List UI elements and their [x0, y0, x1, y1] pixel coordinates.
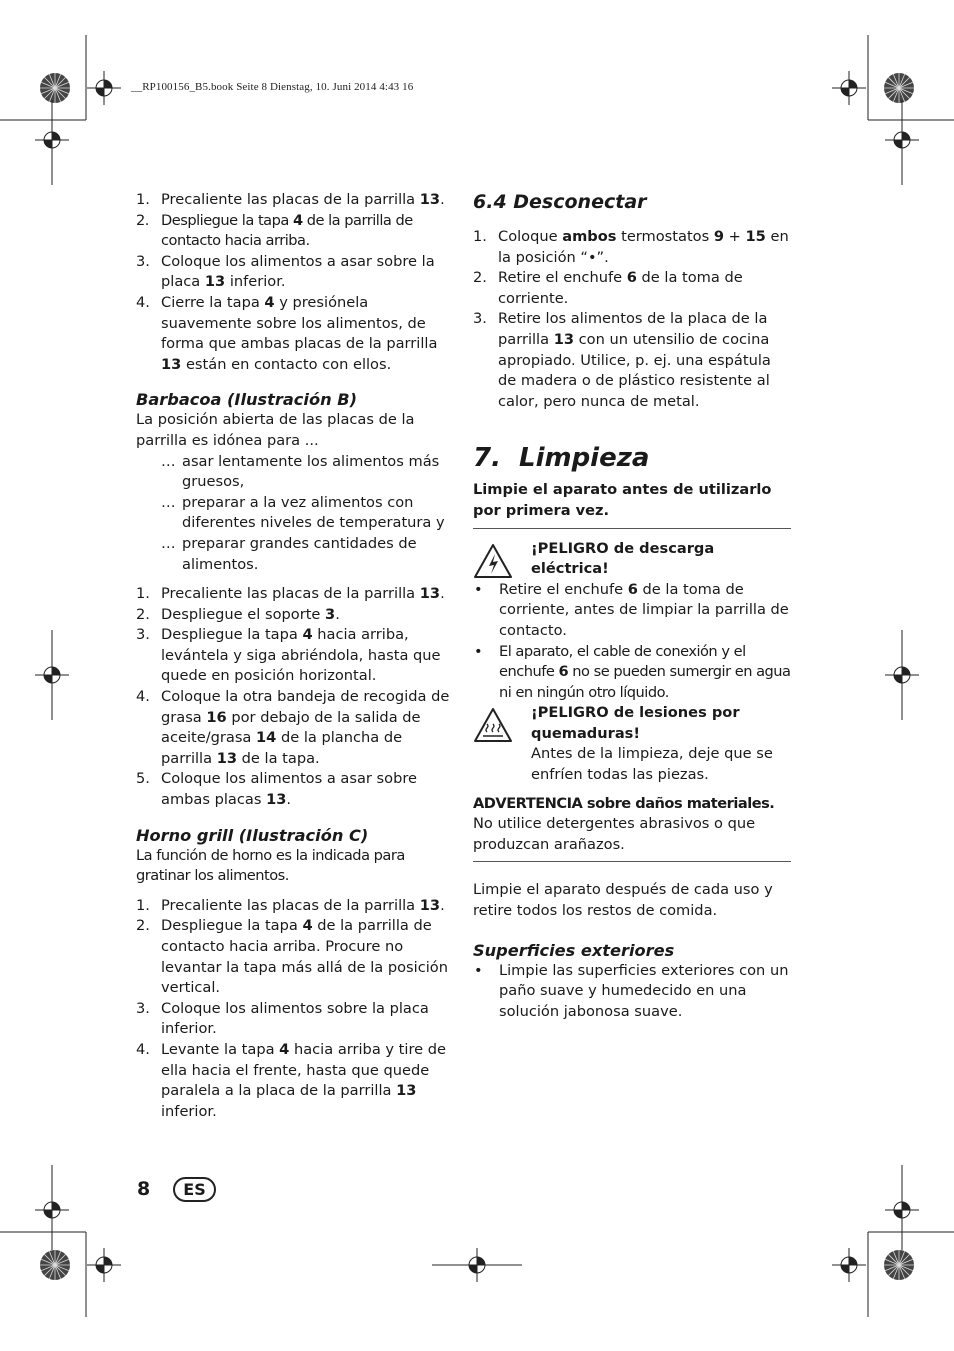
- list-item: 3. Despliegue la tapa 4 hacia arriba, levántela y siga abriéndola, hasta que quede en posición horizontal.: [136, 626, 441, 685]
- material-warning-text: No utilice detergentes abrasivos o que produzcan arañazos.: [473, 815, 756, 853]
- warning-hot-surface-icon: [473, 707, 513, 750]
- list-item: 3. Retire los alimentos de la placa de la parrilla 13 con un utensilio de cocina apropiado. Utilice, p. ej. una espátula de madera o de plástico resistente al calor, pero nunca de metal.: [473, 310, 771, 410]
- left-column: [136, 190, 454, 1122]
- registration-crosshair-icon: [832, 71, 866, 105]
- list-item: … preparar grandes cantidades de alimentos.: [161, 534, 417, 573]
- color-wheel-icon: [884, 73, 914, 103]
- list-item: • El aparato, el cable de conexión y el enchufe 6 no se pueden sumergir en agua ni en ningún otro líquido.: [474, 642, 791, 701]
- chapter-title: Limpieza: [519, 443, 650, 474]
- disconnect-heading: 6.4 Desconectar: [473, 191, 647, 213]
- danger-burn-text: Antes de la limpieza, deje que se enfríen todas las piezas.: [531, 745, 773, 784]
- after-use-text: Limpie el aparato después de cada uso y retire todos los restos de comida.: [473, 881, 773, 920]
- list-item: 4. Levante la tapa 4 hacia arriba y tire de ella hacia el frente, hasta que quede paralela a la placa de la parrilla 13 inferior.: [136, 1040, 446, 1120]
- color-wheel-icon: [40, 73, 70, 103]
- list-item: • Retire el enchufe 6 de la toma de corriente, antes de limpiar la parrilla de contacto.: [474, 580, 789, 639]
- danger-shock-box: [473, 539, 791, 580]
- oven-heading: Horno grill (Ilustración C): [136, 825, 369, 845]
- list-item: 3. Coloque los alimentos sobre la placa inferior.: [136, 999, 429, 1038]
- list-item: 1. Precaliente las placas de la parrilla 13.: [136, 585, 445, 603]
- danger-burn-box: [473, 703, 791, 785]
- color-wheel-icon: [884, 1250, 914, 1280]
- list-item: 2. Despliegue la tapa 4 de la parrilla de contacto hacia arriba. Procure no levantar la tapa más allá de la posición vertical.: [136, 917, 448, 997]
- registration-crosshair-icon: [87, 71, 121, 105]
- list-item: 1. Precaliente las placas de la parrilla 13.: [136, 191, 445, 208]
- page-number: 8: [137, 1178, 151, 1200]
- right-column: [473, 190, 791, 1022]
- chapter-number: 7.: [473, 443, 501, 474]
- danger-burn-title: ¡PELIGRO de lesiones por quemaduras!: [531, 704, 740, 742]
- language-badge: ES: [173, 1177, 216, 1202]
- registration-crosshair-icon: [832, 1248, 866, 1282]
- material-warning-title: ADVERTENCIA sobre daños materiales.: [473, 794, 775, 812]
- danger-shock-list: [473, 580, 791, 704]
- contact-grill-steps: [136, 190, 454, 375]
- exterior-heading: Superficies exteriores: [473, 940, 675, 960]
- bbq-intro: La posición abierta de las placas de la parrilla es idónea para ...: [136, 411, 415, 449]
- color-wheel-icon: [40, 1250, 70, 1280]
- list-item: 2. Despliegue la tapa 4 de la parrilla de contacto hacia arriba.: [136, 211, 413, 250]
- cleaning-heading: [473, 442, 791, 474]
- bbq-steps: [136, 584, 454, 811]
- bbq-uses-list: [136, 452, 454, 576]
- list-item: 4. Coloque la otra bandeja de recogida de grasa 16 por debajo de la salida de aceite/grasa 14 de la plancha de parrilla 13 de la tapa.: [136, 688, 450, 767]
- exterior-list: [473, 961, 791, 1023]
- list-item: 5. Coloque los alimentos a asar sobre ambas placas 13.: [136, 770, 418, 809]
- bbq-heading: Barbacoa (Ilustración B): [136, 390, 357, 410]
- registration-crosshair-icon: [87, 1248, 121, 1282]
- list-item: 3. Coloque los alimentos a asar sobre la placa 13 inferior.: [136, 252, 435, 291]
- cleaning-lead: Limpie el aparato antes de utilizarlo por primera vez.: [473, 481, 772, 519]
- list-item: 2. Despliegue el soporte 3.: [136, 605, 340, 623]
- list-item: 1. Precaliente las placas de la parrilla 13.: [136, 896, 445, 914]
- list-item: 2. Retire el enchufe 6 de la toma de corriente.: [473, 269, 743, 307]
- list-item: • Limpie las superficies exteriores con un paño suave y humedecido en una solución jabonosa suave.: [474, 961, 789, 1020]
- divider: [473, 528, 791, 529]
- danger-shock-title: ¡PELIGRO de descarga eléctrica!: [531, 539, 715, 578]
- list-item: 4. Cierre la tapa 4 y presiónela suavemente sobre los alimentos, de forma que ambas placas de la parrilla 13 están en contacto con ellos.: [136, 293, 438, 373]
- oven-steps: [136, 896, 454, 1123]
- divider: [473, 861, 791, 862]
- disconnect-steps: [473, 227, 791, 412]
- file-stamp-header: __RP100156_B5.book Seite 8 Dienstag, 10. Juni 2014 4:43 16: [131, 81, 414, 93]
- oven-intro: La función de horno es la indicada para gratinar los alimentos.: [136, 846, 405, 885]
- list-item: … asar lentamente los alimentos más gruesos,: [161, 452, 440, 491]
- list-item: 1. Coloque ambos termostatos 9 + 15 en la posición “•”.: [473, 228, 789, 266]
- list-item: … preparar a la vez alimentos con diferentes niveles de temperatura y: [161, 493, 445, 532]
